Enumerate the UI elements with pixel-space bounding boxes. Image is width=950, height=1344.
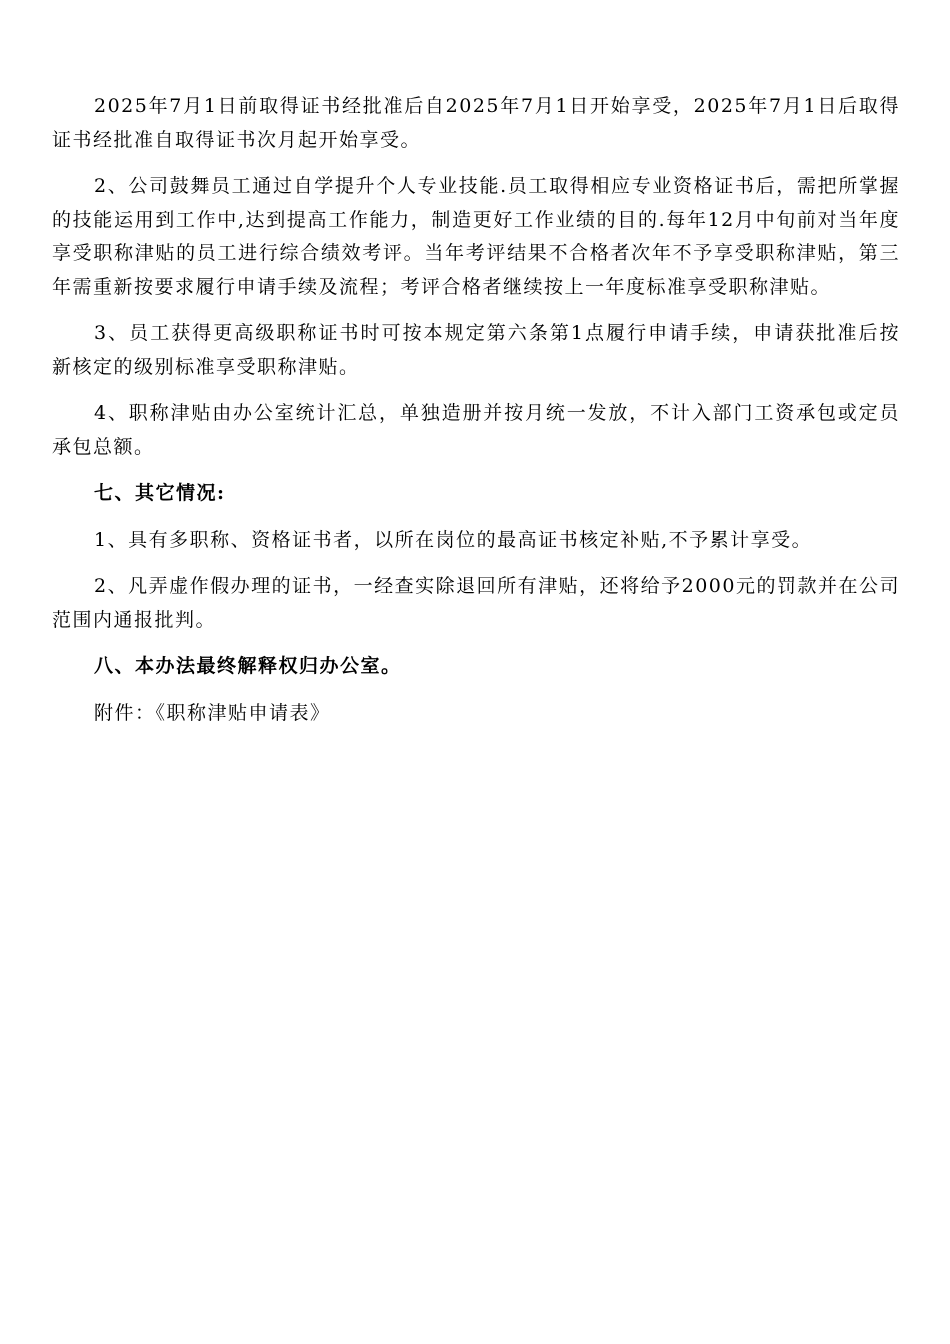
paragraph-enjoy-start-date: 2025年7月1日前取得证书经批准后自2025年7月1日开始享受，2025年7月1日后取得证书经批准自取得证书次月起开始享受。 (52, 95, 900, 151)
paragraph-other-item-2: 2、凡弄虚作假办理的证书，一经查实除退回所有津贴，还将给予2000元的罚款并在公司范围内通报批判。 (52, 575, 900, 631)
paragraph-item-4-payment: 4、职称津贴由办公室统计汇总，单独造册并按月统一发放，不计入部门工资承包或定员承包总额。 (52, 402, 900, 458)
document-page (52, 90, 900, 730)
paragraph-item-3-higher-title: 3、员工获得更高级职称证书时可按本规定第六条第1点履行申请手续，申请获批准后按新核定的级别标准享受职称津贴。 (52, 322, 900, 378)
paragraph-other-item-1: 1、具有多职称、资格证书者，以所在岗位的最高证书核定补贴,不予累计享受。 (94, 528, 813, 551)
paragraph-item-2-performance-review: 2、公司鼓舞员工通过自学提升个人专业技能.员工取得相应专业资格证书后，需把所掌握的技能运用到工作中,达到提高工作能力，制造更好工作业绩的目的.每年12月中旬前对当年度享受职称津贴的员工进行综合绩效考评。当年考评结果不合格者次年不予享受职称津贴，第三年需重新按要求履行申请手续及流程；考评合格者继续按上一年度标准享受职称津贴。 (52, 175, 900, 298)
attachment-line: 附件：《职称津贴申请表》 (94, 701, 331, 724)
section-heading-other-situations: 七、其它情况: (94, 482, 226, 504)
section-heading-interpretation: 八、本办法最终解释权归办公室。 (94, 655, 402, 677)
